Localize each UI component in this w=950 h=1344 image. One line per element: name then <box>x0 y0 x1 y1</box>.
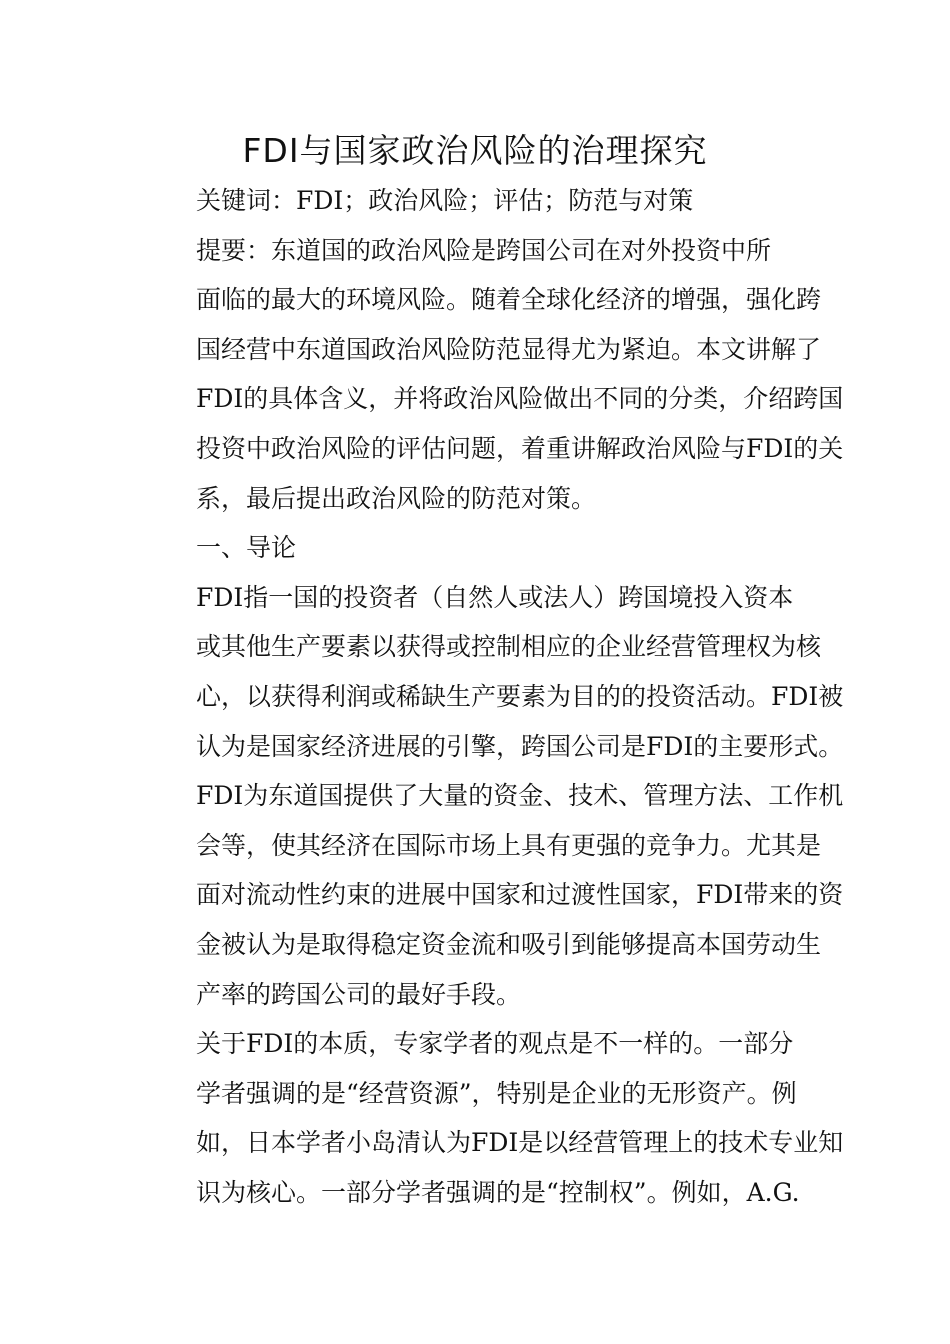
keywords-text: 关键词：FDI；政治风险；评估；防范与对策 <box>196 186 694 215</box>
text-line: 面临的最大的环境风险。随着全球化经济的增强，强化跨 <box>196 285 822 315</box>
section-heading <box>146 523 808 573</box>
text-line: 金被认为是取得稳定资金流和吸引到能够提高本国劳动生 <box>196 929 822 959</box>
text-line: 面对流动性约束的进展中国家和过渡性国家，FDI带来的资 <box>196 880 844 910</box>
body-paragraph-2 <box>146 1019 844 1217</box>
document-body <box>146 176 844 1217</box>
text-line: FDI为东道国提供了大量的资金、技术、管理方法、工作机 <box>196 781 844 811</box>
text-line: FDI的具体含义，并将政治风险做出不同的分类，介绍跨国 <box>196 384 844 414</box>
text-line: 提要：东道国的政治风险是跨国公司在对外投资中所 <box>196 235 772 265</box>
text-line: 系，最后提出政治风险的防范对策。 <box>196 483 597 513</box>
document-title: FDI与国家政治风险的治理探究 <box>242 131 708 170</box>
text-line: 或其他生产要素以获得或控制相应的企业经营管理权为核 <box>196 632 822 662</box>
text-line: 识为核心。一部分学者强调的是“控制权”。例如，A.G. <box>196 1177 800 1207</box>
text-line: 产率的跨国公司的最好手段。 <box>196 979 522 1009</box>
body-paragraph-1 <box>146 573 844 1019</box>
text-line: 会等，使其经济在国际市场上具有更强的竞争力。尤其是 <box>196 830 822 860</box>
text-line: 学者强调的是“经营资源”，特别是企业的无形资产。例 <box>196 1078 797 1108</box>
text-line: 国经营中东道国政治风险防范显得尤为紧迫。本文讲解了 <box>196 334 822 364</box>
text-line: FDI指一国的投资者（自然人或法人）跨国境投入资本 <box>196 582 794 612</box>
text-line: 认为是国家经济进展的引擎，跨国公司是FDI的主要形式。 <box>196 731 844 761</box>
text-line: 心，以获得利润或稀缺生产要素为目的的投资活动。FDI被 <box>196 681 844 711</box>
text-line: 如，日本学者小岛清认为FDI是以经营管理上的技术专业知 <box>196 1128 844 1158</box>
section-heading-text: 一、导论 <box>196 533 297 563</box>
keywords-line <box>146 176 808 226</box>
abstract-paragraph <box>146 226 844 524</box>
text-line: 关于FDI的本质，专家学者的观点是不一样的。一部分 <box>196 1029 794 1059</box>
text-line: 投资中政治风险的评估问题，着重讲解政治风险与FDI的关 <box>196 433 844 463</box>
